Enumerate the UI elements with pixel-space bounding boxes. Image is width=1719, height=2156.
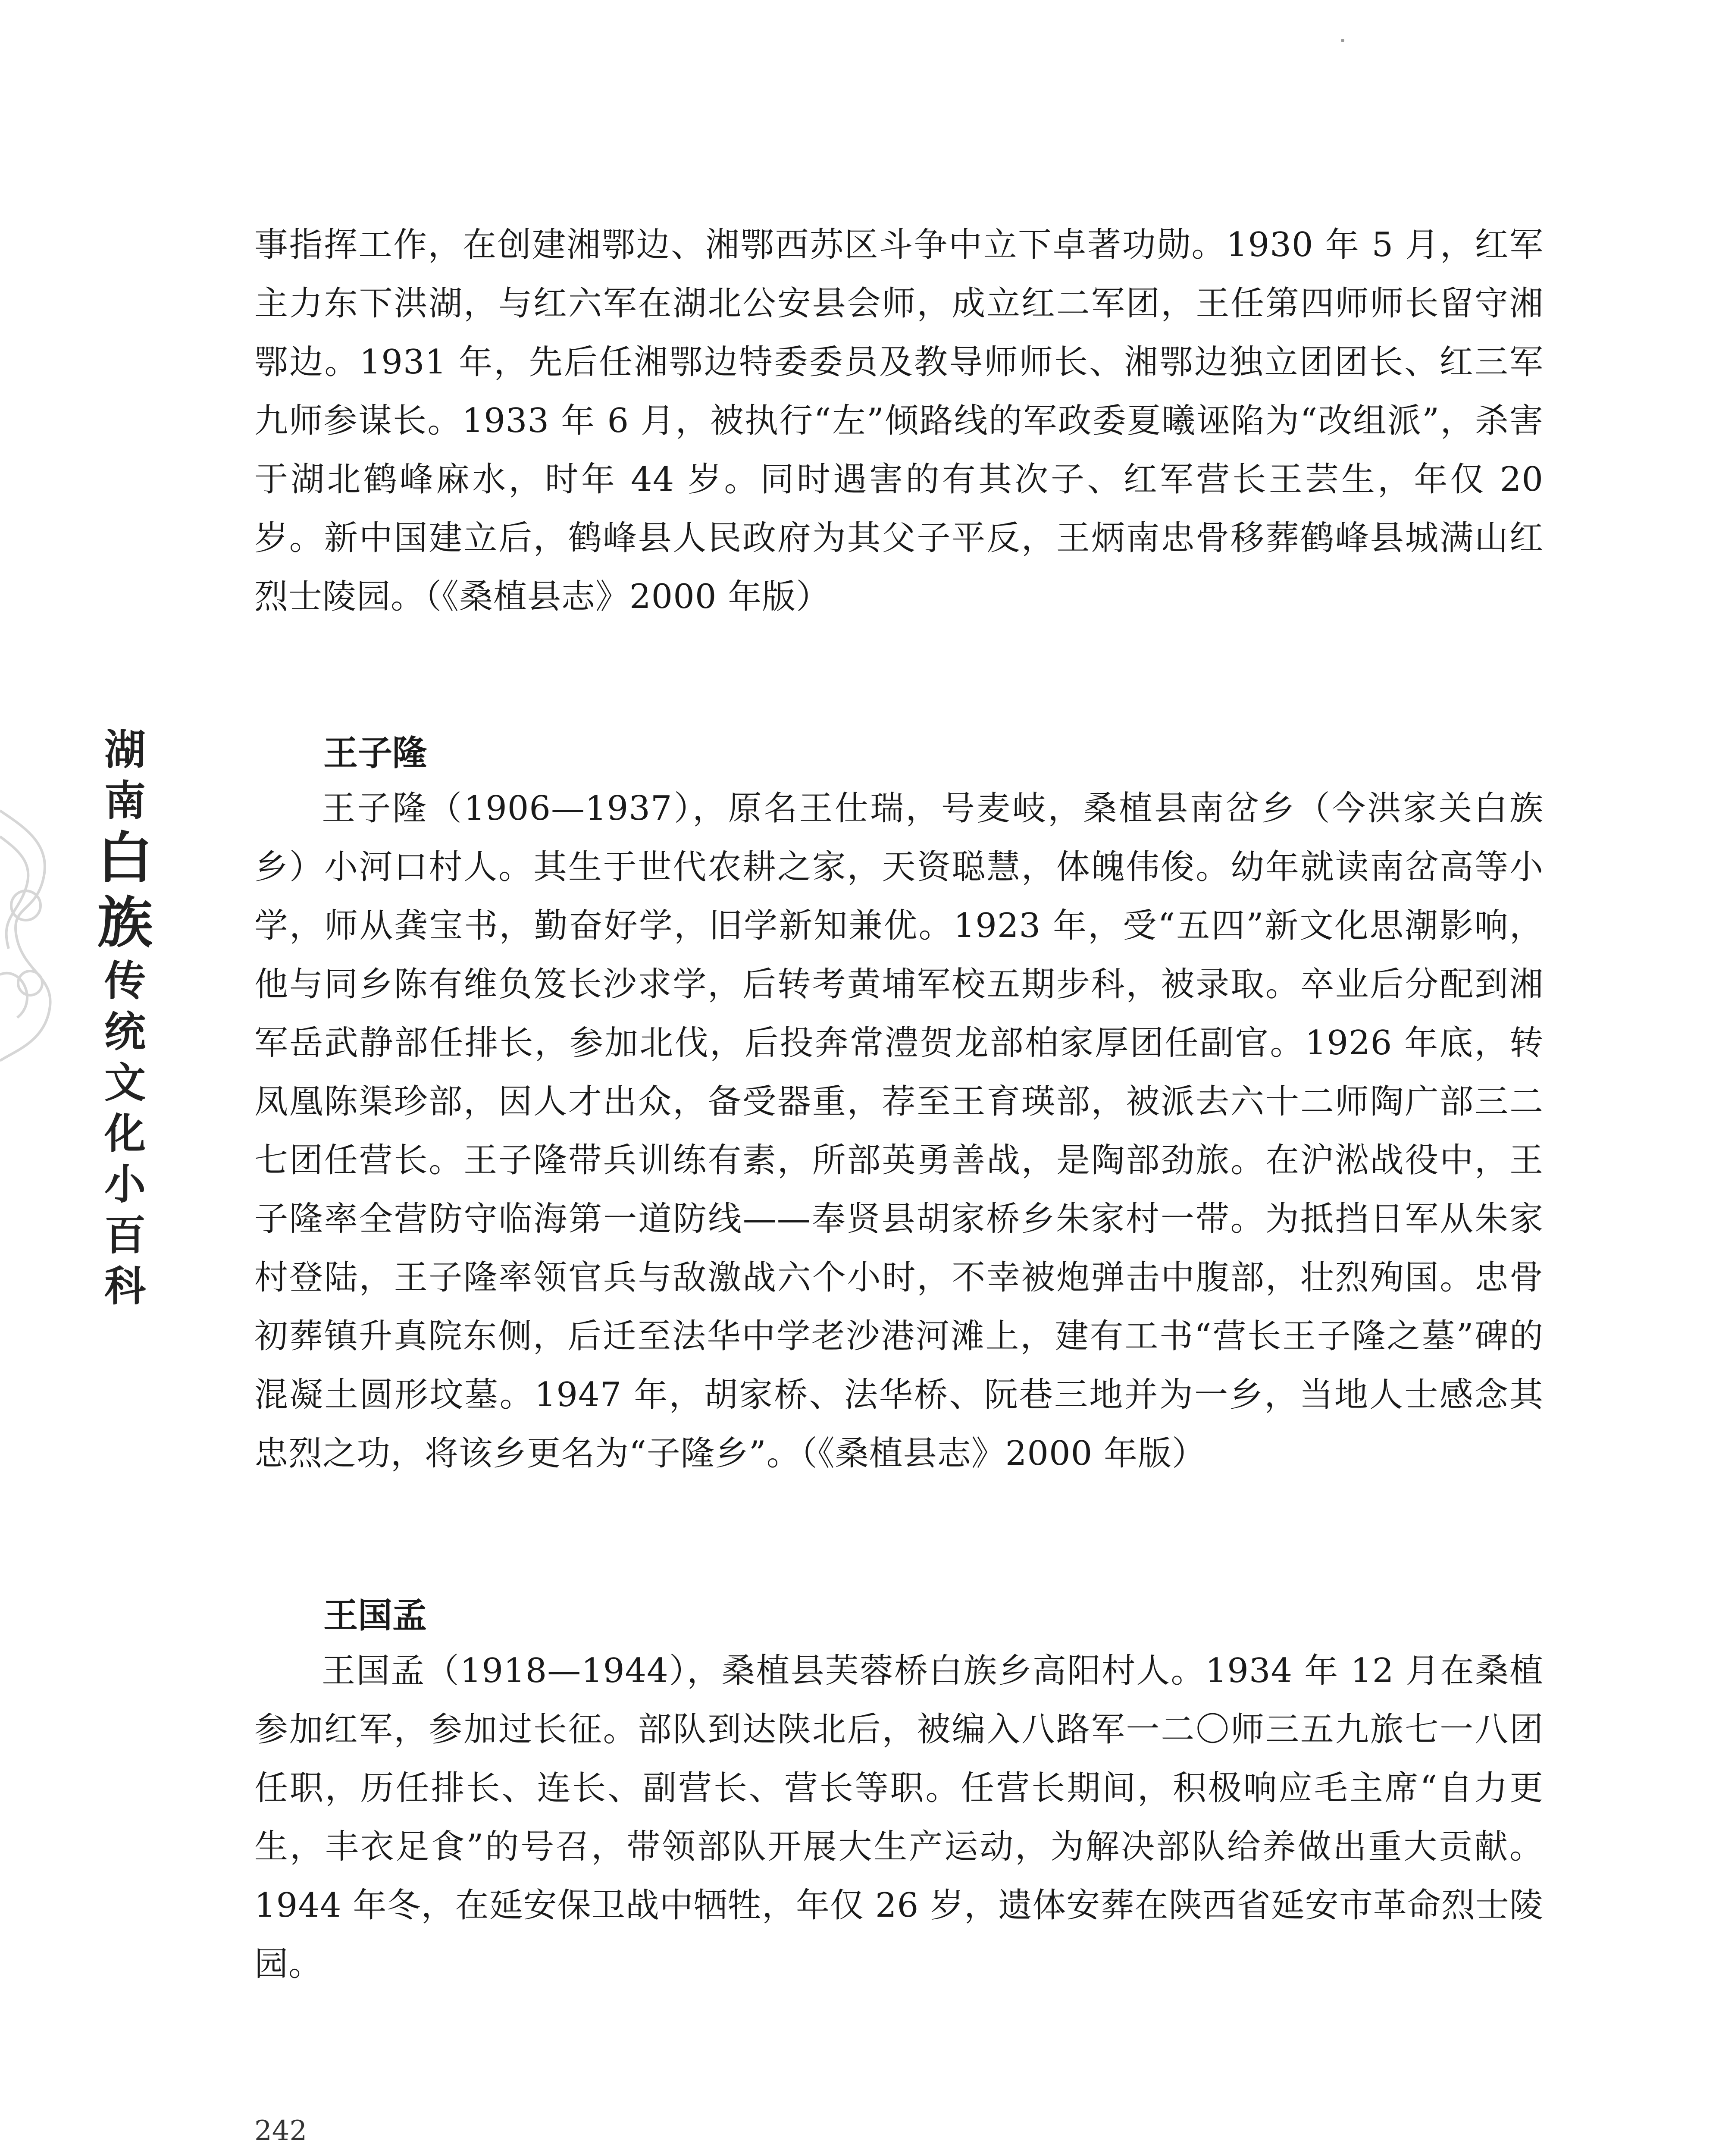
series-title-char: 文 — [104, 1058, 146, 1107]
scan-speck — [1341, 39, 1344, 42]
entry-heading: 王国孟 — [323, 1595, 427, 1636]
series-title-char: 族 — [97, 891, 153, 955]
entry-paragraph: 王国孟（1918—1944），桑植县芙蓉桥白族乡高阳村人。1934 年 12 月在桑植参加红军，参加过长征。部队到达陕北后，被编入八路军一二〇师三五九旅七一八团任职，历任排长、连长、副营长、营长等职。任营长期间，积极响应毛主席“自力更生，丰衣足食”的号召，带领部队开展大生产运动，为解决部队给养做出重大贡献。1944 年冬，在延安保卫战中牺牲，年仅 26 岁，遗体安葬在陕西省延安市革命烈士陵园。 — [254, 1651, 1544, 1984]
series-title-vertical — [82, 724, 168, 1312]
continued-paragraph: 事指挥工作，在创建湘鄂边、湘鄂西苏区斗争中立下卓著功勋。1930 年 5 月，红军主力东下洪湖，与红六军在湖北公安县会师，成立红二军团，王任第四师师长留守湘鄂边。1931 年，先后任湘鄂边特委委员及教导师师长、湘鄂边独立团团长、红三军九师参谋长。1933 年 6 月，被执行“左”倾路线的军政委夏曦诬陷为“改组派”，杀害于湖北鹤峰麻水，时年 44 岁。同时遇害的有其次子、红军营长王芸生，年仅 20 岁。新中国建立后，鹤峰县人民政府为其父子平反，王炳南忠骨移葬鹤峰县城满山红烈士陵园。（《桑植县志》2000 年版） — [254, 226, 1544, 616]
series-title-char: 百 — [104, 1211, 146, 1260]
main-text-column — [254, 216, 1544, 1993]
series-title-char: 小 — [104, 1160, 146, 1209]
series-title-char: 传 — [104, 956, 146, 1005]
entry-paragraph: 王子隆（1906—1937），原名王仕瑞，号麦岐，桑植县南岔乡（今洪家关白族乡）小河口村人。其生于世代农耕之家，天资聪慧，体魄伟俊。幼年就读南岔高等小学，师从龚宝书，勤奋好学，旧学新知兼优。1923 年，受“五四”新文化思潮影响，他与同乡陈有维负笈长沙求学，后转考黄埔军校五期步科，被录取。卒业后分配到湘军岳武静部任排长，参加北伐，后投奔常澧贺龙部柏家厚团任副官。1926 年底，转凤凰陈渠珍部，因人才出众，备受器重，荐至王育瑛部，被派去六十二师陶广部三二七团任营长。王子隆带兵训练有素，所部英勇善战，是陶部劲旅。在沪淞战役中，王子隆率全营防守临海第一道防线——奉贤县胡家桥乡朱家村一带。为抵挡日军从朱家村登陆，王子隆率领官兵与敌激战六个小时，不幸被炮弹击中腹部，壮烈殉国。忠骨初葬镇升真院东侧，后迁至法华中学老沙港河滩上，建有工书“营长王子隆之墓”碑的混凝土圆形坟墓。1947 年，胡家桥、法华桥、阮巷三地并为一乡，当地人士感念其忠烈之功，将该乡更名为“子隆乡”。（《桑植县志》2000 年版） — [254, 789, 1544, 1473]
entry-heading: 王子隆 — [323, 733, 427, 773]
series-title-char: 化 — [104, 1109, 146, 1158]
page-number: 242 — [254, 2115, 307, 2147]
series-title-char: 统 — [104, 1007, 146, 1056]
series-title-char: 湖 — [104, 725, 146, 774]
series-title-char: 科 — [104, 1262, 146, 1310]
series-title-char: 南 — [104, 776, 146, 825]
series-title-char: 白 — [97, 826, 153, 890]
decorative-border-ornament — [0, 776, 69, 1078]
